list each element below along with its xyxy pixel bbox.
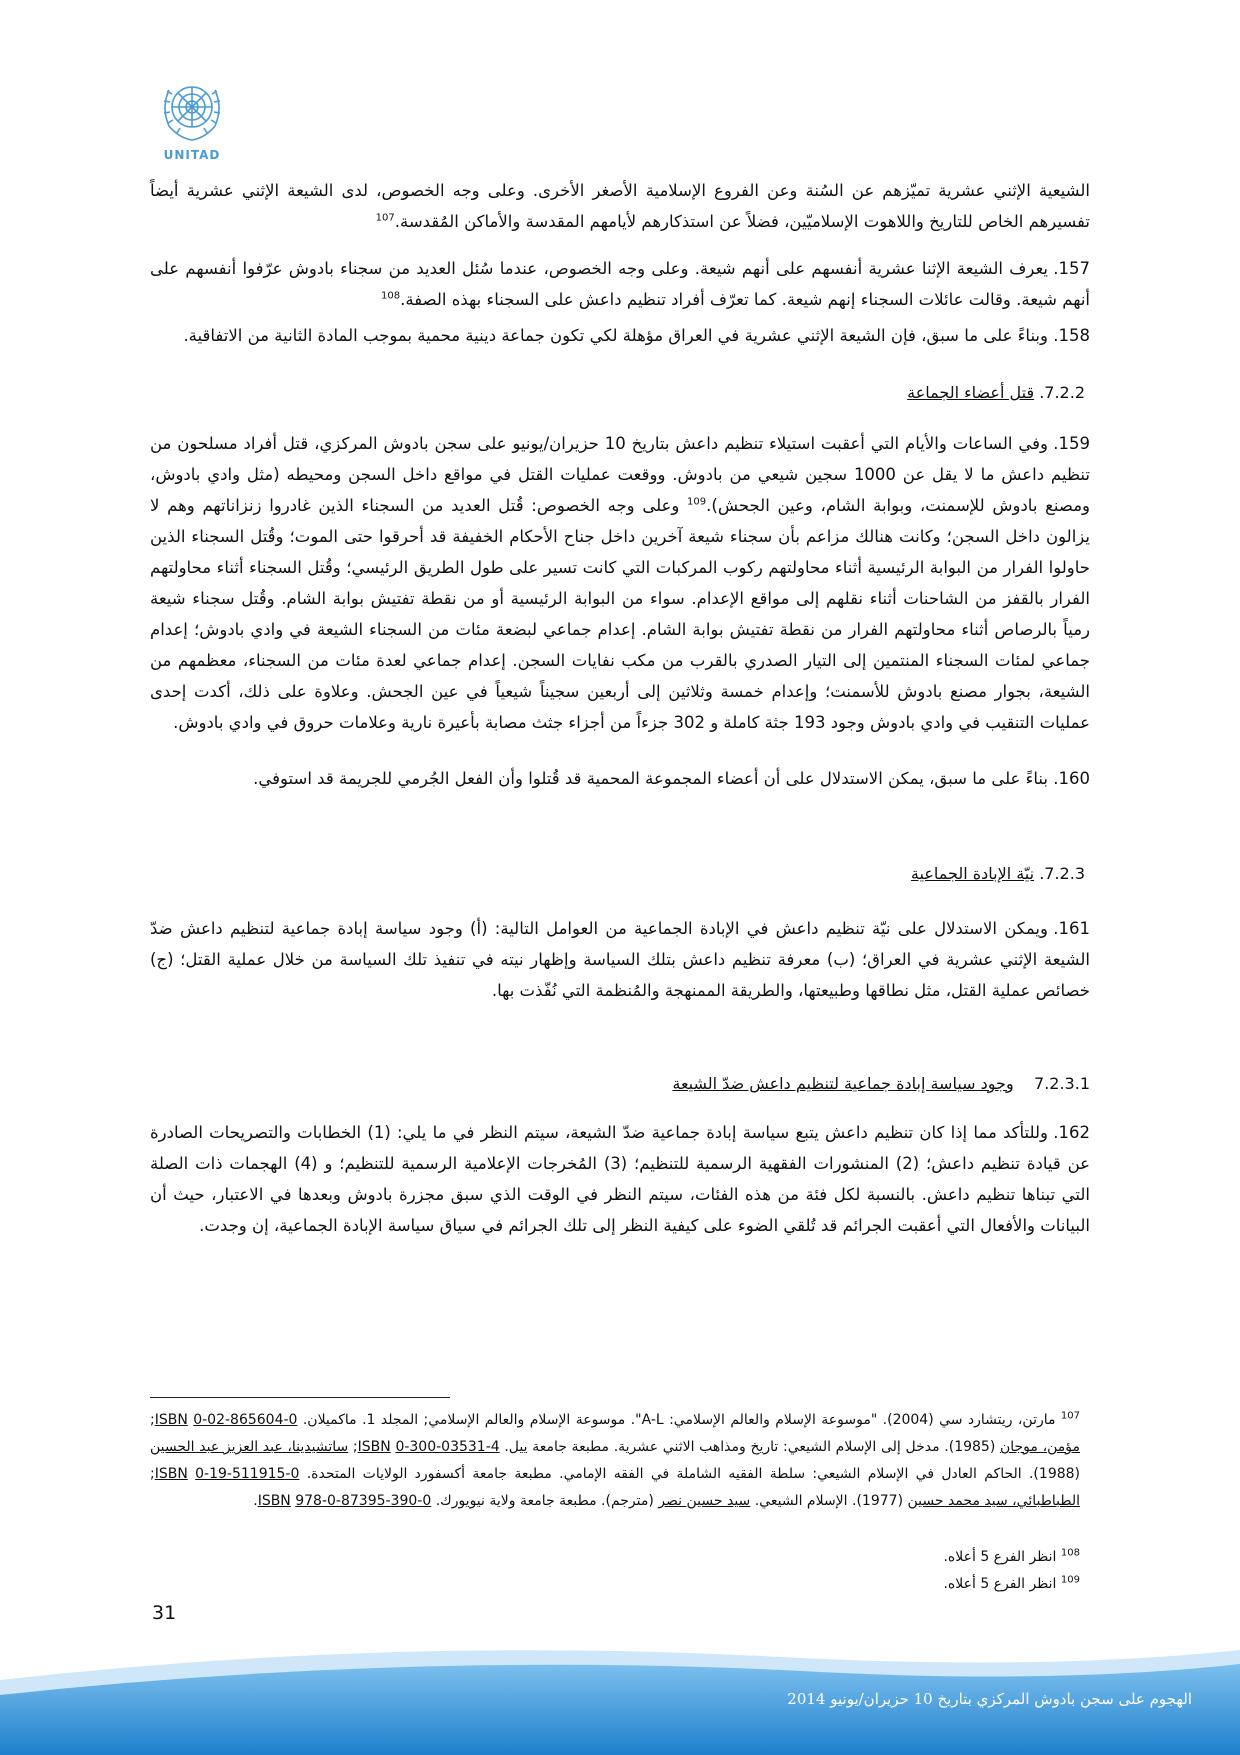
footnote-separator xyxy=(150,1397,450,1398)
section-heading-7-2-3-1 xyxy=(672,1072,1090,1096)
footnote-text: مارتن، ريتشارد سي (2004). "موسوعة الإسلام والعالم الإسلامي: A-L". موسوعة الإسلام والعالم الإسلامي; المجلد 1. ماكميلان. xyxy=(297,1412,1061,1428)
paragraph-text: وفي الساعات والأيام التي أعقبت استيلاء تنظيم داعش بتاريخ 10 حزيران/يونيو على سجن بادوش المركزي، قتل أفراد مسلحون من تنظيم داعش ما لا يقل عن 1000 سجين شيعي من بادوش. ووقعت عمليات القتل في مواقع داخل السجن ومحيطه (مثل وادي بادوش، ومصنع بادوش للإسمنت، وبوابة الشام، وعين الجحش). xyxy=(150,434,1090,515)
author-link[interactable]: الطباطبائي، سيد محمد حسين xyxy=(907,1493,1080,1509)
footnote-text: ; xyxy=(150,1412,155,1428)
heading-title: نيّة الإبادة الجماعية xyxy=(910,864,1035,883)
paragraph-number: 158. xyxy=(1053,326,1090,345)
paragraph-160 xyxy=(150,763,1090,794)
paragraph-161 xyxy=(150,913,1090,1006)
author-link[interactable]: ساتشيدينا، عبد العزيز عبد الحسين xyxy=(150,1439,349,1455)
page-number: 31 xyxy=(152,1602,177,1624)
isbn-number-link[interactable]: 0-02-865604-0 xyxy=(193,1412,298,1428)
isbn-number-link[interactable]: 978-0-87395-390-0 xyxy=(295,1493,432,1509)
footnote-text: (مترجم). مطبعة جامعة ولاية نيويورك. xyxy=(431,1493,659,1509)
footnote-107 xyxy=(150,1407,1080,1515)
footnote-text: ; xyxy=(150,1466,155,1482)
logo-label: UNITAD xyxy=(163,148,221,162)
footnote-number: 107 xyxy=(1060,1410,1080,1422)
footnote-ref: 108 xyxy=(381,290,401,302)
footnote-text: انظر الفرع 5 أعلاه. xyxy=(943,1576,1061,1592)
footnote-text: . xyxy=(253,1493,258,1509)
paragraph-text-continued: وعلى وجه الخصوص: قُتل العديد من السجناء الذين غادروا زنزاناتهم وهم لا يزالون داخل السجن؛ وكانت هنالك مزاعم بأن سجناء شيعة آخرين داخل جناح الأحكام الخفيفة قد أحرقوا حتى الموت؛ وقُتل السجناء الذين حاولوا الفرار من البوابة الرئيسية أثناء محاولتهم ركوب المركبات التي كانت تسير على طول الطريق الرئيسي؛ وقُتل السجناء أثناء محاولتهم الفرار بالقفز من الشاحنات أثناء نقلهم إلى مواقع الإعدام. سواء من البوابة الرئيسية أو من نقطة تفتيش بوابة الشام. وقُتل سجناء شيعة رمياً بالرصاص أثناء محاولتهم الفرار من نقطة تفتيش بوابة الشام. إعدام جماعي لبضعة مئات من السجناء الشيعة في وادي بادوش؛ إعدام جماعي لمئات السجناء المنتمين إلى التيار الصدري بالقرب من مكب نفايات السجن. إعدام جماعي لعدة مئات من السجناء، معظمهم من الشيعة، بجوار مصنع بادوش للأسمنت؛ وإعدام خمسة وثلاثين إلى أربعين سجيناً شيعياً في عين الجحش. وعلاوة على ذلك، أكدت إحدى عمليات التنقيب في وادي بادوش وجود 193 جثة كاملة و 302 جزءاً من أجزاء جثث مصابة بأعيرة نارية وعلامات حروق في وادي بادوش. xyxy=(150,496,1090,732)
heading-number: 7.2.2. xyxy=(1039,383,1085,402)
paragraph-continuation xyxy=(150,175,1090,237)
paragraph-158 xyxy=(150,320,1090,351)
heading-number: 7.2.3.1 xyxy=(1034,1074,1090,1093)
footnote-text: ; xyxy=(348,1439,358,1455)
paragraph-159 xyxy=(150,428,1090,738)
section-heading-7-2-2 xyxy=(907,381,1085,405)
paragraph-number: 157. xyxy=(1053,259,1090,278)
paragraph-text: وللتأكد مما إذا كان تنظيم داعش يتبع سياسة إبادة جماعية ضدّ الشيعة، سيتم النظر في ما يلي: (1) الخطابات والتصريحات الصادرة عن قيادة تنظيم داعش؛ (2) المنشورات الفقهية الرسمية للتنظيم؛ (3) المُخرجات الإعلامية الرسمية للتنظيم؛ و (4) الهجمات ذات الصلة التي تبناها تنظيم داعش. بالنسبة لكل فئة من هذه الفئات، سيتم النظر في الوقت الذي سبق مجزرة بادوش وبعدها في الاعتبار، حيث أن البيانات والأفعال التي أعقبت الجرائم قد تُلقي الضوء على كيفية النظر إلى تلك الجرائم في سياق سياسة الإبادة الجماعية، إن وجدت. xyxy=(150,1123,1090,1235)
footnote-text: (1988). الحاكم العادل في الإسلام الشيعي: سلطة الفقيه الشاملة في الفقه الإمامي. مطبعة جامعة أكسفورد الولايات المتحدة. xyxy=(299,1466,1081,1482)
heading-title: قتل أعضاء الجماعة xyxy=(907,383,1035,402)
footnote-text: (1985). مدخل إلى الإسلام الشيعي: تاريخ ومذاهب الاثني عشرية. مطبعة جامعة ييل. xyxy=(499,1439,1000,1455)
footer-title: الهجوم على سجن بادوش المركزي بتاريخ 10 حزيران/يونيو 2014 xyxy=(787,1690,1192,1708)
footnote-ref: 107 xyxy=(375,212,395,224)
footnote-ref: 109 xyxy=(687,496,707,508)
isbn-number-link[interactable]: 0-19-511915-0 xyxy=(195,1466,300,1482)
paragraph-text: يعرف الشيعة الإثنا عشرية أنفسهم على أنهم شيعة. وعلى وجه الخصوص، عندما سُئل العديد من سجناء بادوش عرّفوا أنفسهم على أنهم شيعة. وقالت عائلات السجناء إنهم شيعة. كما تعرّف أفراد تنظيم داعش على السجناء بهذه الصفة. xyxy=(150,259,1090,309)
footnote-number: 109 xyxy=(1060,1574,1080,1586)
translator-link[interactable]: سيد حسين نصر xyxy=(658,1493,751,1509)
isbn-link[interactable]: ISBN xyxy=(154,1466,188,1482)
footnote-109 xyxy=(150,1571,1080,1598)
footnote-text: (1977). الإسلام الشيعي. xyxy=(750,1493,908,1509)
paragraph-number: 160. xyxy=(1053,769,1090,788)
heading-title: وجود سياسة إبادة جماعية لتنظيم داعش ضدّ الشيعة xyxy=(672,1074,1014,1093)
paragraph-number: 159. xyxy=(1053,434,1090,453)
paragraph-number: 162. xyxy=(1053,1123,1090,1142)
paragraph-157 xyxy=(150,253,1090,315)
paragraph-162 xyxy=(150,1117,1090,1241)
paragraph-number: 161. xyxy=(1053,919,1090,938)
footnote-108 xyxy=(150,1544,1080,1571)
un-emblem-icon xyxy=(155,72,229,146)
section-heading-7-2-3 xyxy=(911,862,1085,886)
unitad-logo xyxy=(150,72,234,162)
paragraph-text: ويمكن الاستدلال على نيّة تنظيم داعش في الإبادة الجماعية من العوامل التالية: (أ) وجود سياسة إبادة جماعية لتنظيم داعش ضدّ الشيعة الإثني عشرية في العراق؛ (ب) معرفة تنظيم داعش بتلك السياسة وإظهار نيته في تنفيذ تلك السياسة من خلال عملية القتل؛ (ج) خصائص عملية القتل، مثل نطاقها وطبيعتها، والطريقة الممنهجة والمُنظمة التي نُفّذت بها. xyxy=(150,919,1090,1000)
isbn-link[interactable]: ISBN xyxy=(357,1439,391,1455)
paragraph-text: بناءً على ما سبق، يمكن الاستدلال على أن أعضاء المجموعة المحمية قد قُتلوا وأن الفعل الجُرمي للجريمة قد استوفي. xyxy=(253,769,1048,788)
footnote-number: 108 xyxy=(1060,1547,1080,1559)
isbn-number-link[interactable]: 0-300-03531-4 xyxy=(395,1439,500,1455)
isbn-link[interactable]: ISBN xyxy=(154,1412,188,1428)
heading-number: 7.2.3. xyxy=(1039,864,1085,883)
isbn-link[interactable]: ISBN xyxy=(257,1493,291,1509)
paragraph-text: وبناءً على ما سبق، فإن الشيعة الإثني عشرية في العراق مؤهلة لكي تكون جماعة دينية محمية بموجب المادة الثانية من الاتفاقية. xyxy=(183,326,1048,345)
author-link[interactable]: مؤمن، موجان xyxy=(999,1439,1080,1455)
footnote-text: انظر الفرع 5 أعلاه. xyxy=(943,1549,1061,1565)
paragraph-text: الشيعية الإثني عشرية تميّزهم عن السُنة وعن الفروع الإسلامية الأصغر الأخرى. وعلى وجه الخصوص، لدى الشيعة الإثني عشرية أيضاً تفسيرهم الخاص للتاريخ واللاهوت الإسلاميّين، فضلاً عن استذكارهم لأيامهم المقدسة والأماكن المُقدسة. xyxy=(150,181,1090,231)
